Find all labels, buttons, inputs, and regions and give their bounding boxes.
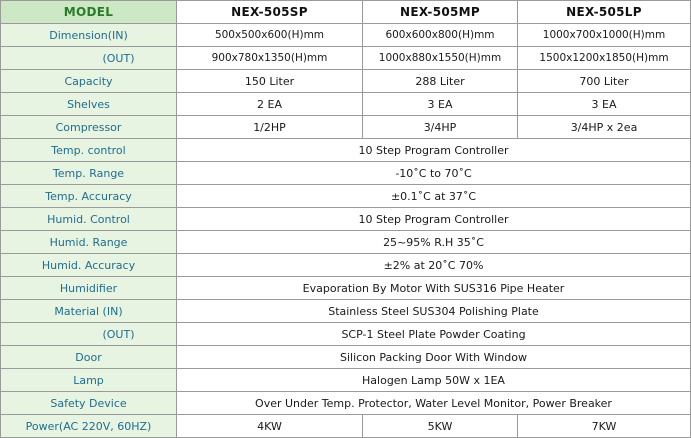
row-label-temp-control: Temp. control	[1, 139, 177, 162]
cell-capacity-sp: 150 Liter	[177, 70, 363, 93]
table-row-humid-range	[1, 231, 691, 254]
table-row-capacity	[1, 70, 691, 93]
cell-dimension-out-mp: 1000x880x1550(H)mm	[363, 47, 518, 70]
table-row-material-out	[1, 323, 691, 346]
row-label-capacity: Capacity	[1, 70, 177, 93]
row-label-dimension-out-text: (OUT)	[102, 51, 135, 65]
row-label-dimension-out	[1, 47, 177, 70]
model-header: MODEL	[1, 1, 177, 24]
row-label-power: Power(AC 220V, 60HZ)	[1, 415, 177, 438]
cell-dimension-out-sp: 900x780x1350(H)mm	[177, 47, 363, 70]
table-row-dimension-out	[1, 47, 691, 70]
cell-shelves-sp: 2 EA	[177, 93, 363, 116]
table-row-power	[1, 415, 691, 438]
row-label-lamp: Lamp	[1, 369, 177, 392]
cell-door: Silicon Packing Door With Window	[177, 346, 691, 369]
product-header-sp: NEX-505SP	[177, 1, 363, 24]
table-row-shelves	[1, 93, 691, 116]
header-row	[1, 1, 691, 24]
row-label-dimension-in: Dimension(IN)	[1, 24, 177, 47]
cell-temp-range: -10˚C to 70˚C	[177, 162, 691, 185]
cell-dimension-in-mp: 600x600x800(H)mm	[363, 24, 518, 47]
table-row-humid-control	[1, 208, 691, 231]
cell-compressor-lp: 3/4HP x 2ea	[518, 116, 691, 139]
row-label-door: Door	[1, 346, 177, 369]
row-label-compressor: Compressor	[1, 116, 177, 139]
row-label-material-out	[1, 323, 177, 346]
cell-shelves-lp: 3 EA	[518, 93, 691, 116]
table-row-temp-control	[1, 139, 691, 162]
cell-temp-accuracy: ±0.1˚C at 37˚C	[177, 185, 691, 208]
cell-dimension-out-lp: 1500x1200x1850(H)mm	[518, 47, 691, 70]
cell-power-mp: 5KW	[363, 415, 518, 438]
table-row-compressor	[1, 116, 691, 139]
table-row-temp-range	[1, 162, 691, 185]
cell-humidifier: Evaporation By Motor With SUS316 Pipe Heater	[177, 277, 691, 300]
cell-temp-control: 10 Step Program Controller	[177, 139, 691, 162]
table-row-temp-accuracy	[1, 185, 691, 208]
row-label-temp-range: Temp. Range	[1, 162, 177, 185]
cell-power-sp: 4KW	[177, 415, 363, 438]
cell-dimension-in-lp: 1000x700x1000(H)mm	[518, 24, 691, 47]
table-row-dimension-in	[1, 24, 691, 47]
table-row-lamp	[1, 369, 691, 392]
cell-compressor-mp: 3/4HP	[363, 116, 518, 139]
table-row-door	[1, 346, 691, 369]
cell-material-out: SCP-1 Steel Plate Powder Coating	[177, 323, 691, 346]
table-row-material-in	[1, 300, 691, 323]
cell-compressor-sp: 1/2HP	[177, 116, 363, 139]
cell-shelves-mp: 3 EA	[363, 93, 518, 116]
cell-capacity-mp: 288 Liter	[363, 70, 518, 93]
cell-humid-range: 25~95% R.H 35˚C	[177, 231, 691, 254]
table-row-humid-accuracy	[1, 254, 691, 277]
product-header-lp: NEX-505LP	[518, 1, 691, 24]
row-label-humid-control: Humid. Control	[1, 208, 177, 231]
product-header-mp: NEX-505MP	[363, 1, 518, 24]
cell-humid-control: 10 Step Program Controller	[177, 208, 691, 231]
table-row-safety-device	[1, 392, 691, 415]
cell-dimension-in-sp: 500x500x600(H)mm	[177, 24, 363, 47]
cell-power-lp: 7KW	[518, 415, 691, 438]
row-label-material-out-text: (OUT)	[102, 327, 135, 341]
row-label-temp-accuracy: Temp. Accuracy	[1, 185, 177, 208]
cell-lamp: Halogen Lamp 50W x 1EA	[177, 369, 691, 392]
row-label-humid-accuracy: Humid. Accuracy	[1, 254, 177, 277]
cell-capacity-lp: 700 Liter	[518, 70, 691, 93]
row-label-material-in: Material (IN)	[1, 300, 177, 323]
row-label-safety-device: Safety Device	[1, 392, 177, 415]
cell-humid-accuracy: ±2% at 20˚C 70%	[177, 254, 691, 277]
table-row-humidifier	[1, 277, 691, 300]
row-label-shelves: Shelves	[1, 93, 177, 116]
row-label-humidifier: Humidifier	[1, 277, 177, 300]
row-label-humid-range: Humid. Range	[1, 231, 177, 254]
cell-safety-device: Over Under Temp. Protector, Water Level Monitor, Power Breaker	[177, 392, 691, 415]
cell-material-in: Stainless Steel SUS304 Polishing Plate	[177, 300, 691, 323]
